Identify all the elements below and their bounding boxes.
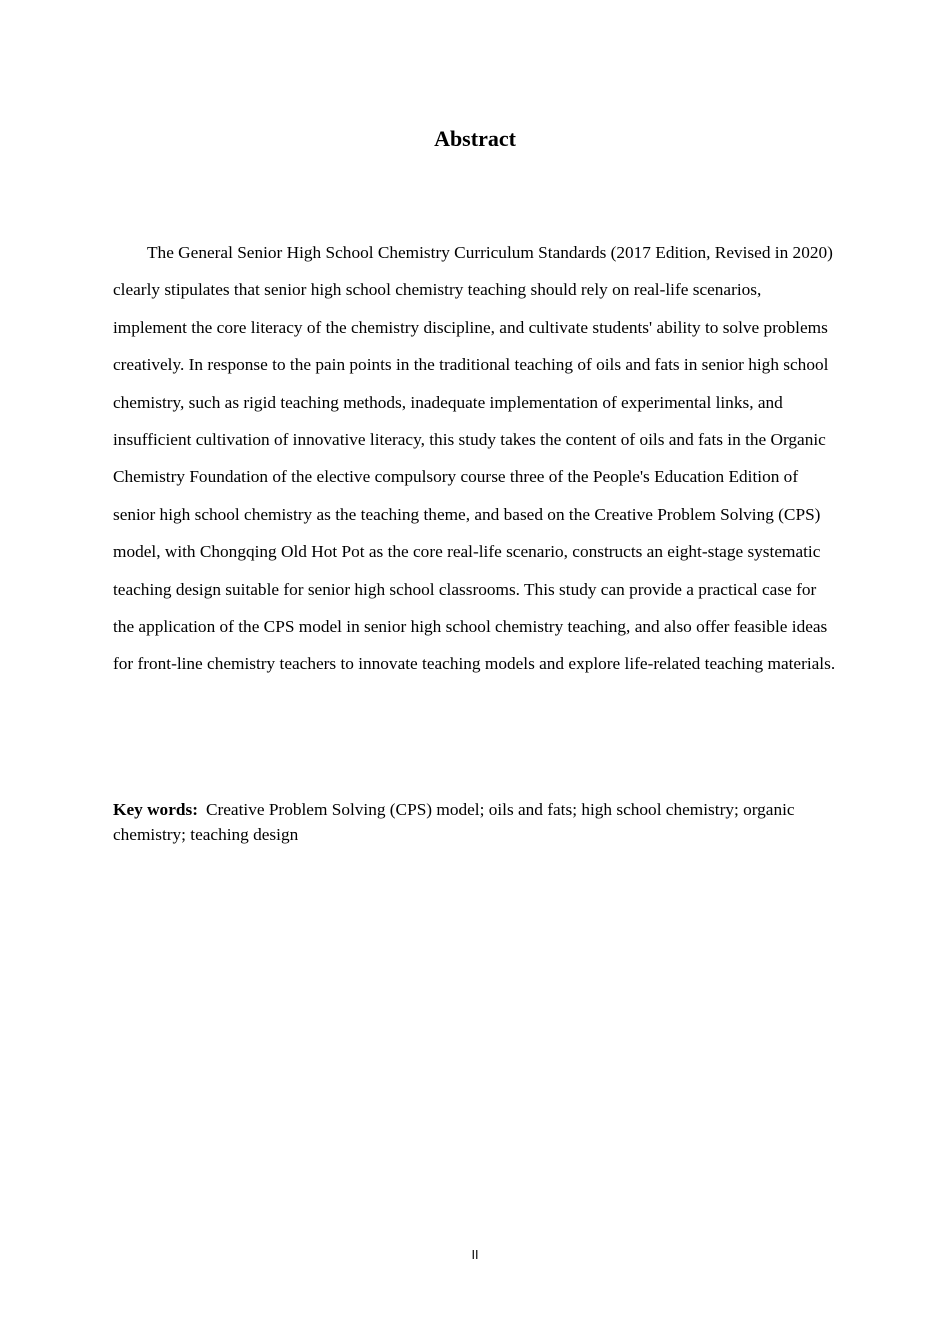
keywords-section [113,797,837,847]
abstract-paragraph: The General Senior High School Chemistry Curriculum Standards (2017 Edition, Revised in 2020) clearly stipulates that senior high school chemistry teaching should rely on real-life scenarios, implement the core literacy of the chemistry discipline, and cultivate students' ability to solve problems creatively. In response to the pain points in the traditional teaching of oils and fats in senior high school chemistry, such as rigid teaching methods, inadequate implementation of experimental links, and insufficient cultivation of innovative literacy, this study takes the content of oils and fats in the Organic Chemistry Foundation of the elective compulsory course three of the People's Education Edition of senior high school chemistry as the teaching theme, and based on the Creative Problem Solving (CPS) model, with Chongqing Old Hot Pot as the core real-life scenario, constructs an eight-stage systematic teaching design suitable for senior high school classrooms. This study can provide a practical case for the application of the CPS model in senior high school chemistry teaching, and also offer feasible ideas for front-line chemistry teachers to innovate teaching models and explore life-related teaching materials. [113,243,836,674]
keywords-text: Creative Problem Solving (CPS) model; oils and fats; high school chemistry; organic chemistry; teaching design [113,800,795,844]
keywords-label: Key words: [113,800,198,819]
page-title: Abstract [434,126,516,151]
page-number: II [471,1248,479,1262]
